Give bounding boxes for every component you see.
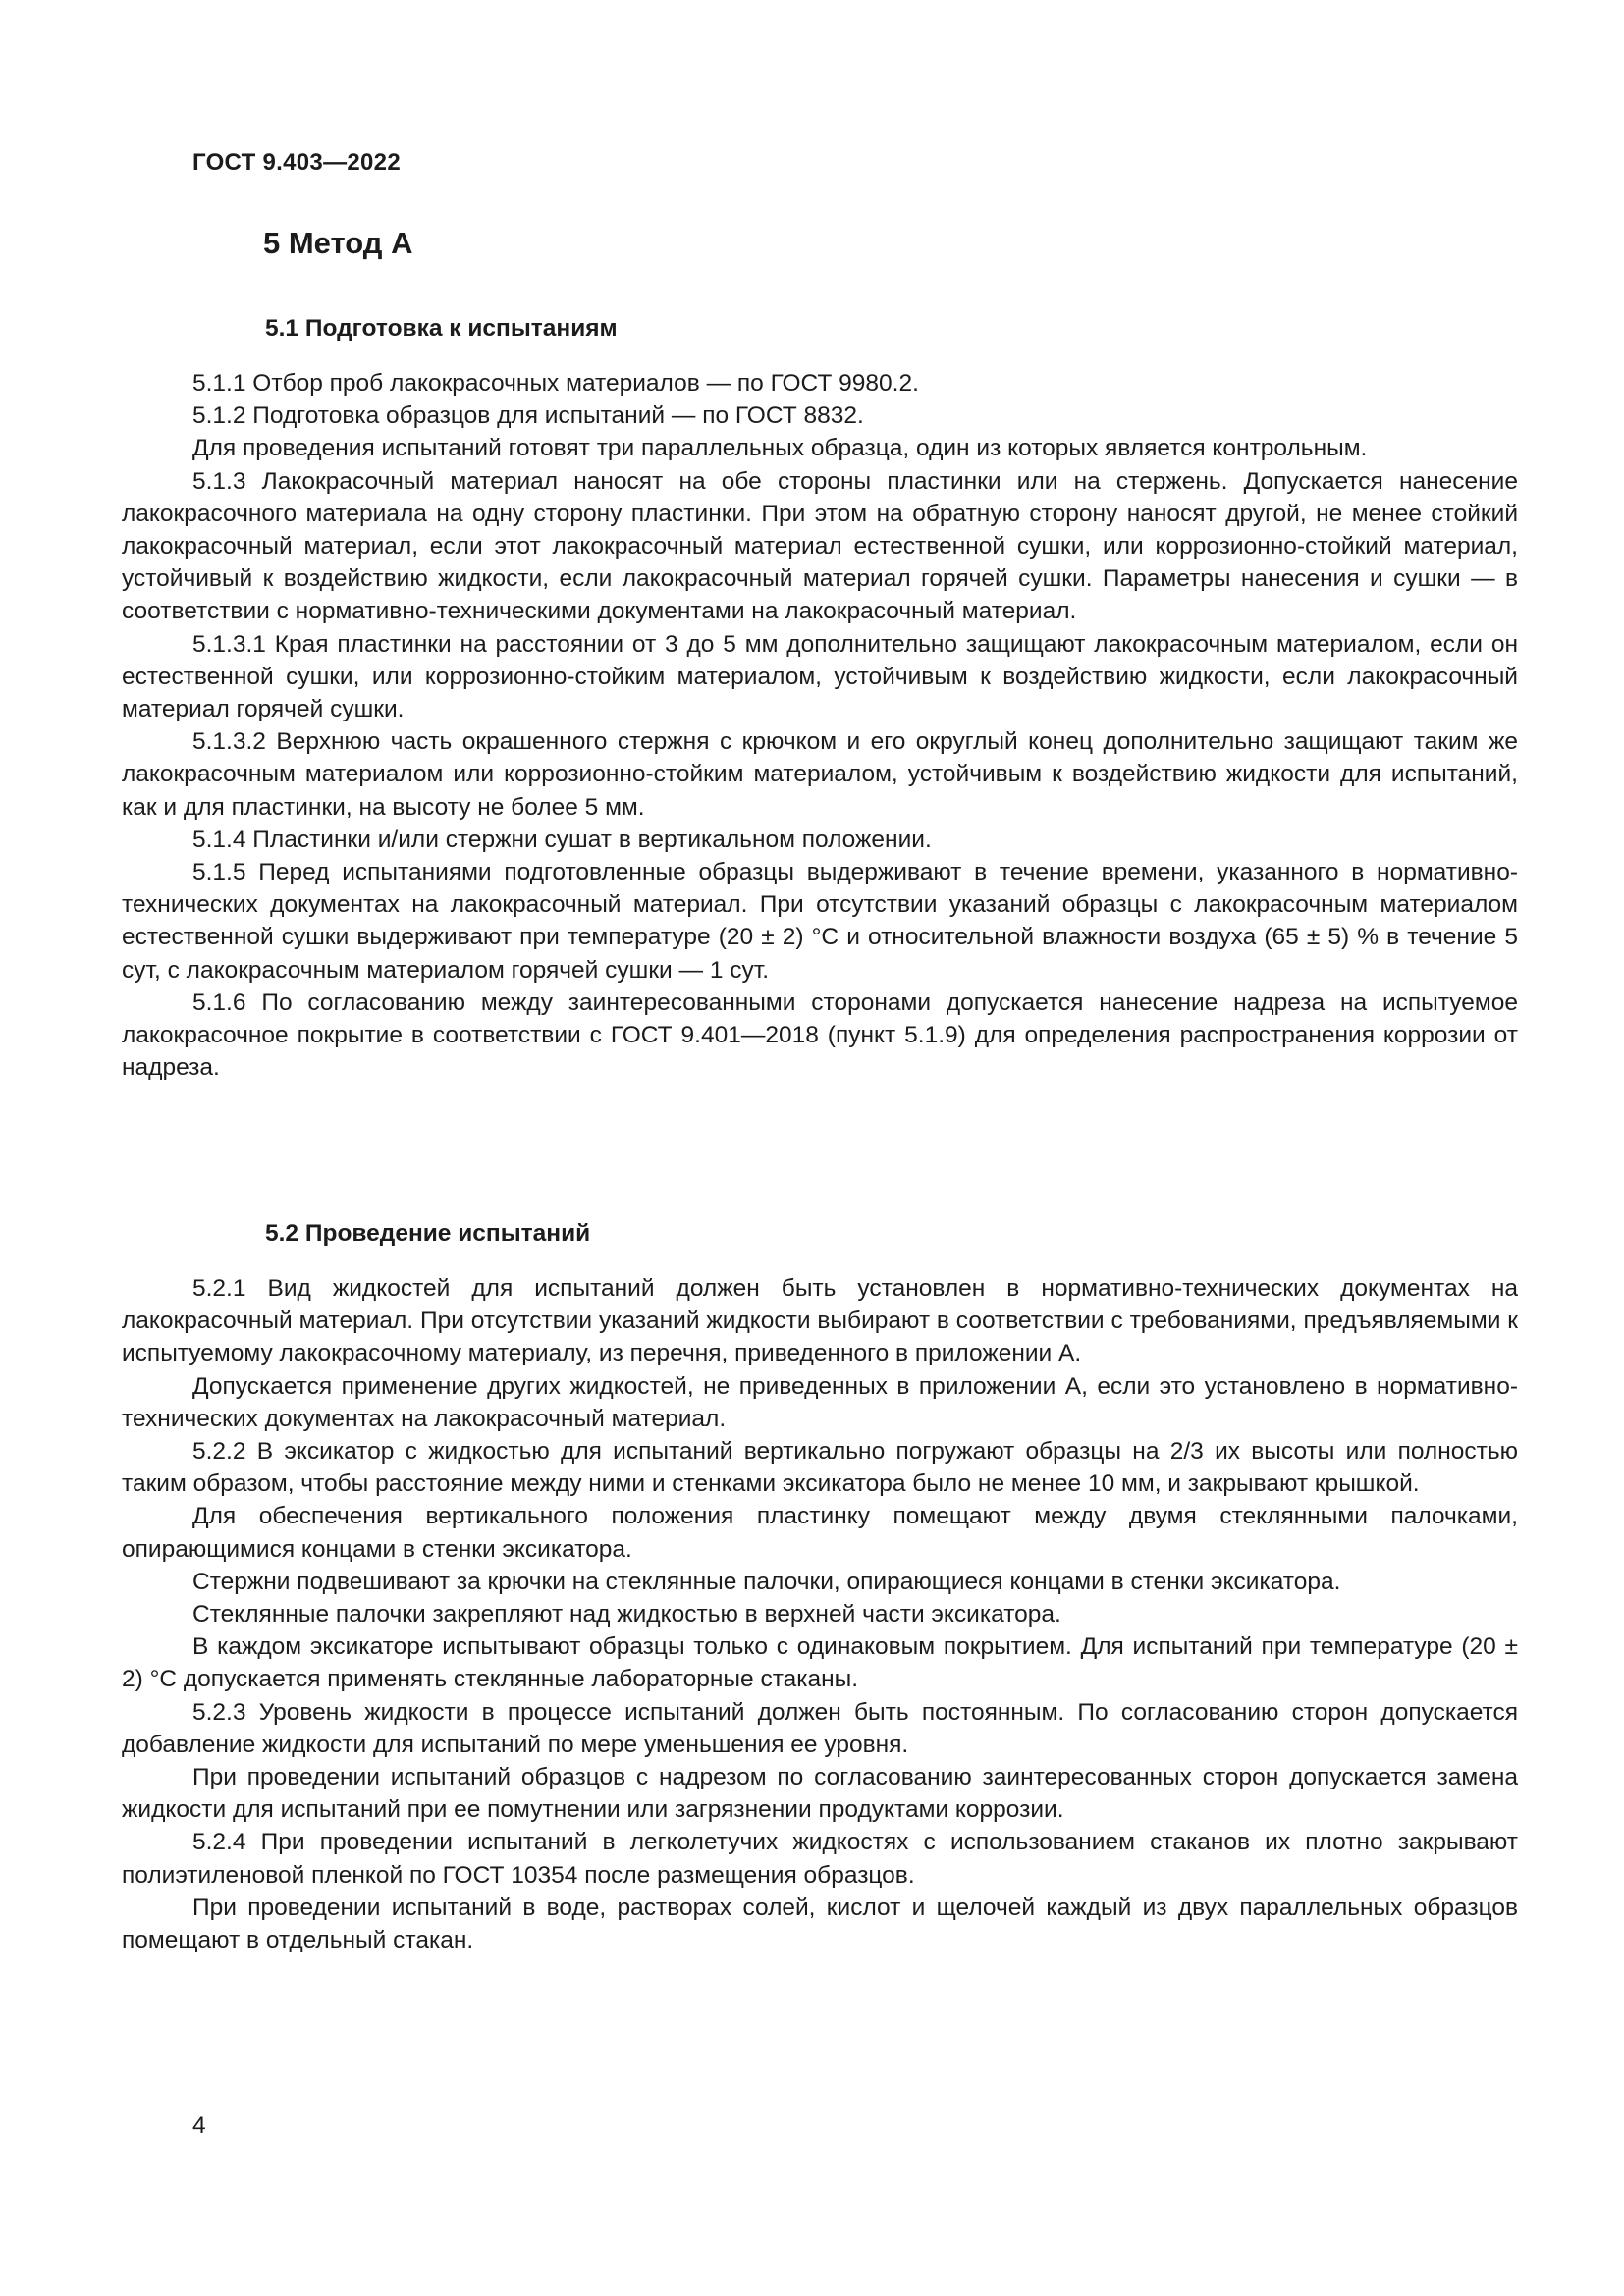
paragraph: Стержни подвешивают за крючки на стеклянные палочки, опирающиеся концами в стенки эксикатора. xyxy=(192,1568,1341,1595)
paragraph: 5.2.2 В эксикатор с жидкостью для испытаний вертикально погружают образцы на 2/3 их высоты или полностью таким образом, чтобы расстояние между ними и стенками эксикатора было не менее 10 мм, и закрывают крышкой. xyxy=(122,1438,1518,1498)
paragraph: В каждом эксикаторе испытывают образцы только с одинаковым покрытием. Для испытаний при температуре (20 ± 2) °С допускается применять стеклянные лабораторные стаканы. xyxy=(122,1633,1518,1693)
paragraph: 5.1.1 Отбор проб лакокрасочных материалов — по ГОСТ 9980.2. xyxy=(192,370,919,397)
paragraph: Допускается применение других жидкостей, не приведенных в приложении А, если это установлено в нормативно-технических документах на лакокрасочный материал. xyxy=(122,1372,1518,1432)
section-title: 5 Метод А xyxy=(263,226,413,260)
page-number: 4 xyxy=(192,2112,206,2139)
paragraph: 5.1.2 Подготовка образцов для испытаний — по ГОСТ 8832. xyxy=(192,402,864,430)
subsection-heading: 5.2 Проведение испытаний xyxy=(265,1220,591,1247)
paragraph: При проведении испытаний в воде, растворах солей, кислот и щелочей каждый из двух параллельных образцов помещают в отдельный стакан. xyxy=(122,1894,1518,1954)
paragraph: 5.2.3 Уровень жидкости в процессе испытаний должен быть постоянным. По согласованию сторон допускается добавление жидкости для испытаний по мере уменьшения ее уровня. xyxy=(122,1698,1518,1758)
paragraph: Для проведения испытаний готовят три параллельных образца, один из которых является контрольным. xyxy=(192,435,1368,462)
subsection-testing xyxy=(122,1217,1518,1956)
paragraph: 5.1.5 Перед испытаниями подготовленные образцы выдерживают в течение времени, указанного в нормативно-технических документах на лакокрасочный материал. При отсутствии указаний образцы с лакокрасочным материалом естественной сушки выдерживают при температуре (20 ± 2) °С и относительной влажности воздуха (65 ± 5) % в течение 5 сут, с лакокрасочным материалом горячей сушки — 1 сут. xyxy=(122,859,1518,984)
subsection-heading: 5.1 Подготовка к испытаниям xyxy=(265,315,618,342)
subsection-preparation xyxy=(122,312,1518,1084)
paragraph: Для обеспечения вертикального положения пластинку помещают между двумя стеклянными палочками, опирающимися концами в стенки эксикатора. xyxy=(122,1503,1518,1563)
paragraph: 5.1.3.1 Края пластинки на расстоянии от 3 до 5 мм дополнительно защищают лакокрасочным материалом, если он естественной сушки, или коррозионно-стойким материалом, устойчивым к воздействию жидкости, если лакокрасочный материал горячей сушки. xyxy=(122,630,1518,723)
paragraph: При проведении испытаний образцов с надрезом по согласованию заинтересованных сторон допускается замена жидкости для испытаний при ее помутнении или загрязнении продуктами коррозии. xyxy=(122,1764,1518,1824)
paragraph: Стеклянные палочки закрепляют над жидкостью в верхней части эксикатора. xyxy=(192,1601,1061,1629)
paragraph: 5.1.3.2 Верхнюю часть окрашенного стержня с крючком и его округлый конец дополнительно защищают таким же лакокрасочным материалом или коррозионно-стойким материалом, устойчивым к воздействию жидкости для испытаний, как и для пластинки, на высоту не более 5 мм. xyxy=(122,728,1518,821)
paragraph: 5.1.4 Пластинки и/или стержни сушат в вертикальном положении. xyxy=(192,826,932,853)
paragraph: 5.2.1 Вид жидкостей для испытаний должен быть установлен в нормативно-технических документах на лакокрасочный материал. При отсутствии указаний жидкости выбирают в соответствии с требованиями, предъявляемыми к испытуемому лакокрасочному материалу, из перечня, приведенного в приложении А. xyxy=(122,1275,1518,1367)
paragraph: 5.2.4 При проведении испытаний в легколетучих жидкостях с использованием стаканов их плотно закрывают полиэтиленовой пленкой по ГОСТ 10354 после размещения образцов. xyxy=(122,1829,1518,1889)
paragraph: 5.1.3 Лакокрасочный материал наносят на обе стороны пластинки или на стержень. Допускается нанесение лакокрасочного материала на одну сторону пластинки. При этом на обратную сторону наносят другой, не менее стойкий лакокрасочный материал, если этот лакокрасочный материал естественной сушки, или коррозионно-стойкий материал, устойчивый к воздействию жидкости, если лакокрасочный материал горячей сушки. Параметры нанесения и сушки — в соответствии с нормативно-техническими документами на лакокрасочный материал. xyxy=(122,467,1518,625)
paragraph: 5.1.6 По согласованию между заинтересованными сторонами допускается нанесение надреза на испытуемое лакокрасочное покрытие в соответствии с ГОСТ 9.401—2018 (пункт 5.1.9) для определения распространения коррозии от надреза. xyxy=(122,988,1518,1082)
document-code: ГОСТ 9.403—2022 xyxy=(192,149,401,176)
